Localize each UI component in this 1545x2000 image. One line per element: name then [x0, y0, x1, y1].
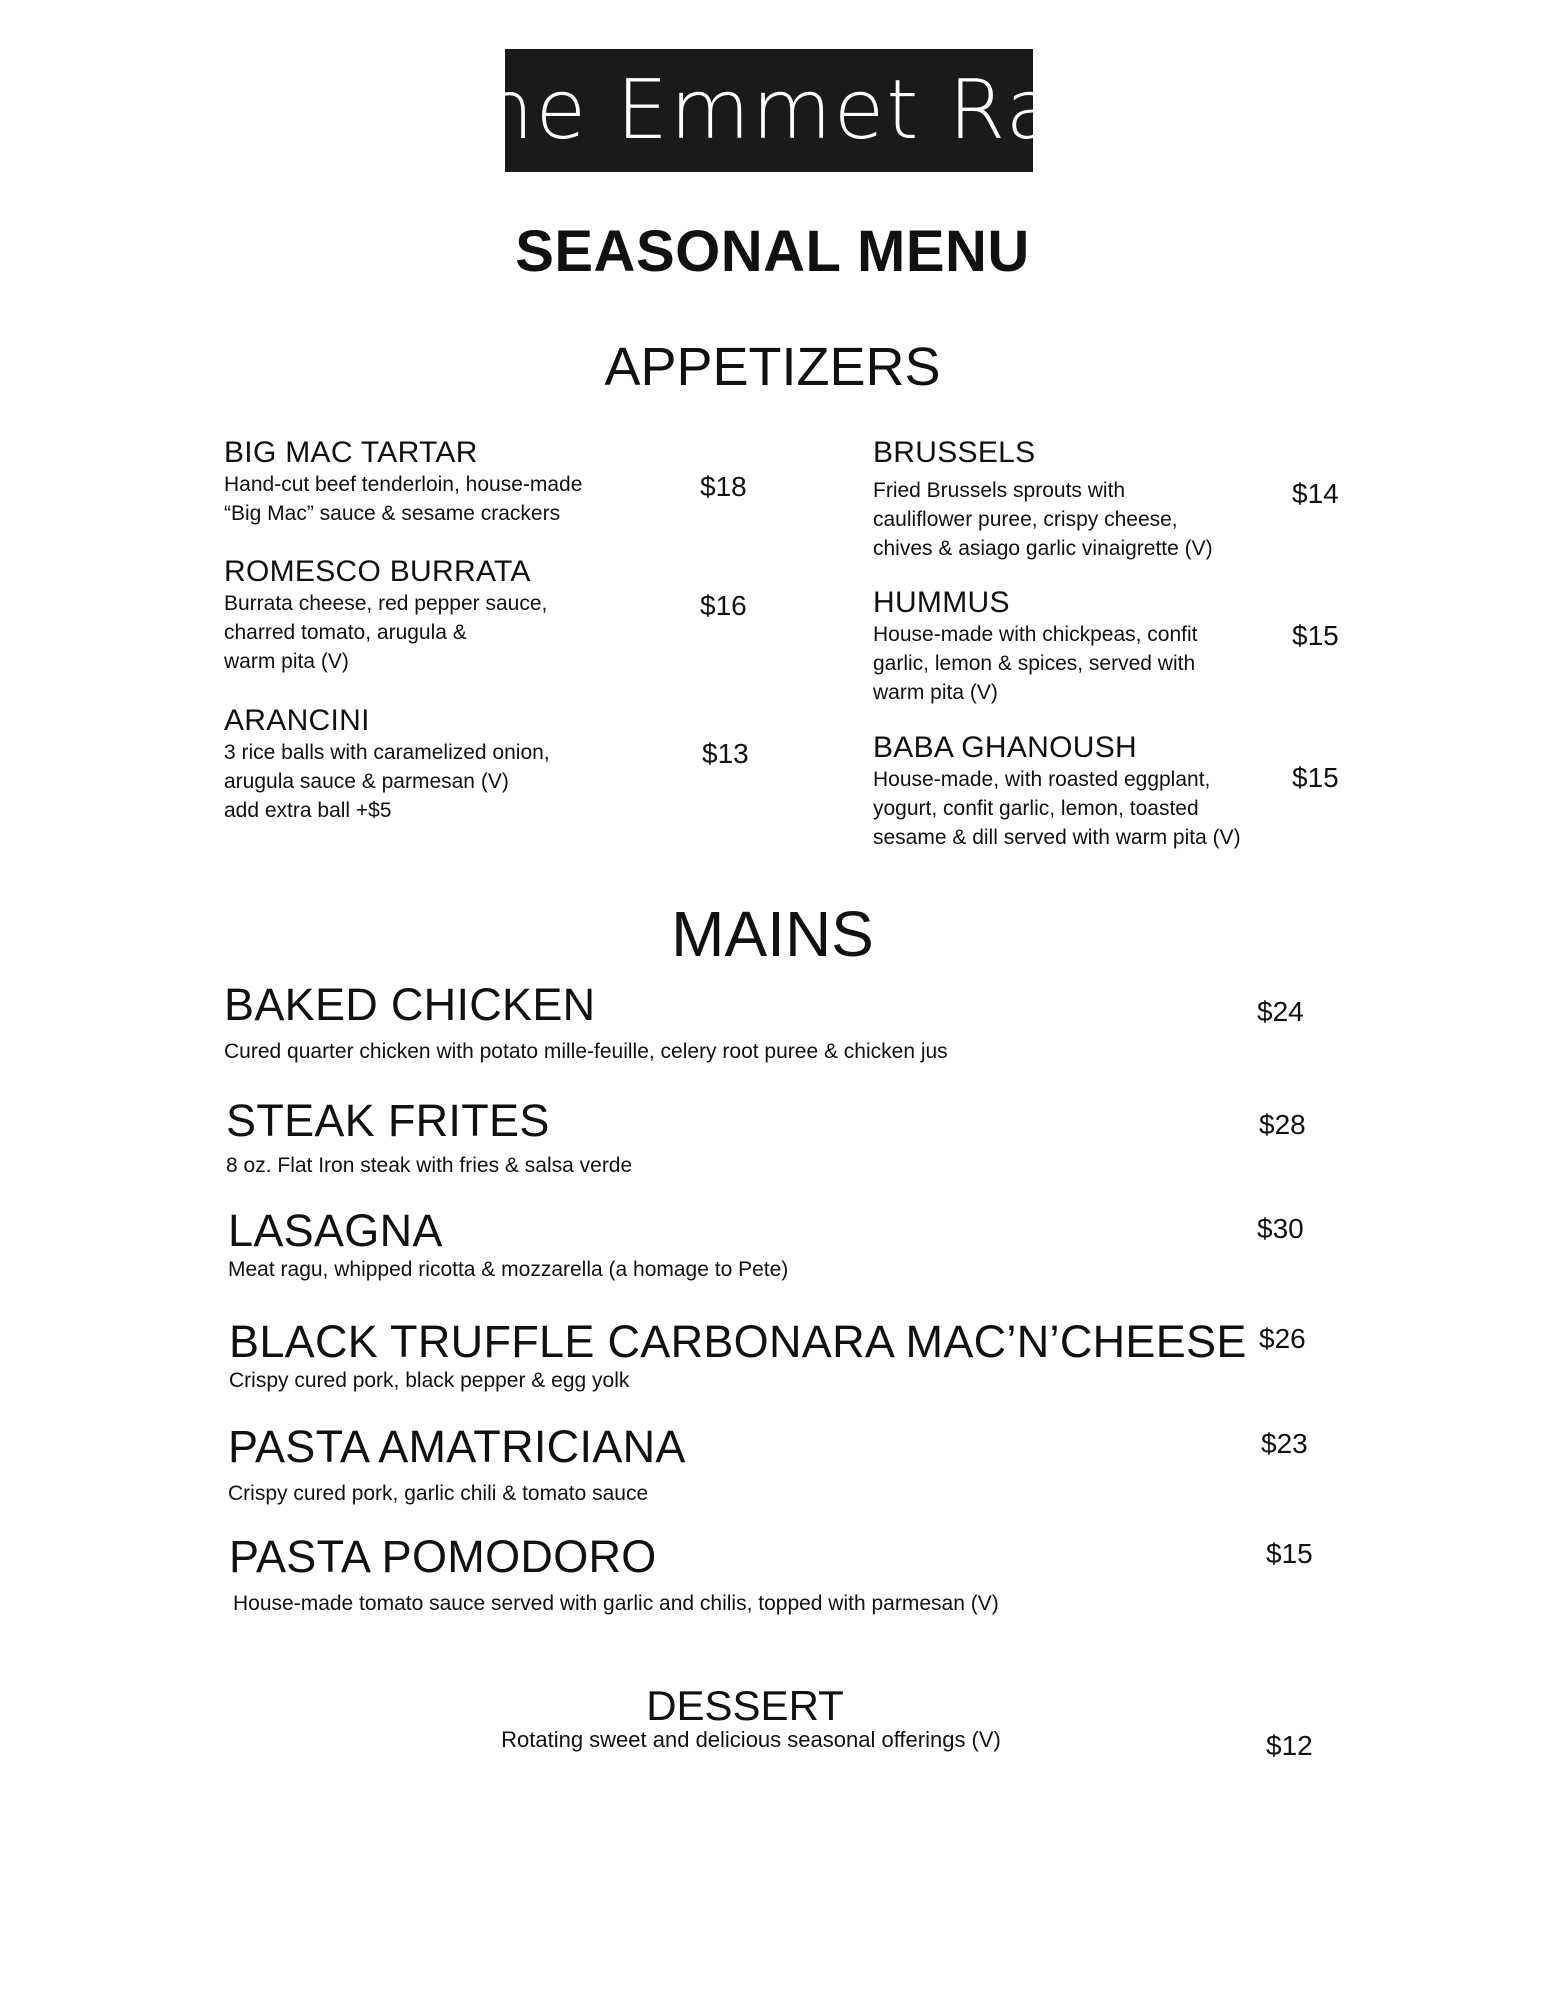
main-price: $23 — [1261, 1428, 1308, 1459]
main-name: BLACK TRUFFLE CARBONARA MAC’N’CHEESE — [229, 1316, 1247, 1367]
appetizer-desc-line: add extra ball +$5 — [224, 799, 392, 822]
appetizer-item — [873, 436, 1213, 563]
appetizer-desc-line: Hand-cut beef tenderloin, house-made — [224, 473, 583, 496]
appetizer-desc-line: House-made with chickpeas, confit — [873, 623, 1198, 646]
appetizer-item — [224, 555, 547, 676]
restaurant-logo — [429, 49, 1109, 172]
appetizer-desc-line: cauliflower puree, crispy cheese, — [873, 508, 1178, 531]
dessert-heading: DESSERT — [646, 1682, 844, 1729]
appetizer-desc-line: sesame & dill served with warm pita (V) — [873, 826, 1241, 849]
appetizer-name: ARANCINI — [224, 704, 370, 737]
appetizer-desc-line: “Big Mac” sauce & sesame crackers — [224, 502, 561, 525]
main-price: $26 — [1259, 1323, 1306, 1354]
main-item — [224, 980, 948, 1066]
main-desc: Crispy cured pork, garlic chili & tomato sauce — [228, 1482, 649, 1505]
appetizer-desc-line: warm pita (V) — [224, 650, 349, 673]
appetizer-price: $13 — [702, 738, 749, 769]
dessert-desc: Rotating sweet and delicious seasonal offerings (V) — [501, 1727, 1001, 1752]
appetizer-item — [224, 436, 582, 528]
main-item — [228, 1206, 788, 1284]
main-name: PASTA POMODORO — [229, 1531, 657, 1582]
appetizer-price: $14 — [1292, 478, 1339, 509]
mains-heading: MAINS — [671, 898, 874, 970]
appetizer-desc-line: warm pita (V) — [873, 681, 998, 704]
appetizer-price: $15 — [1292, 762, 1339, 793]
main-item — [229, 1317, 1247, 1395]
main-price: $28 — [1259, 1109, 1306, 1140]
main-name: BAKED CHICKEN — [224, 979, 596, 1030]
main-price: $30 — [1257, 1213, 1304, 1244]
appetizer-name: BRUSSELS — [873, 436, 1036, 469]
appetizer-name: BIG MAC TARTAR — [224, 436, 478, 469]
main-price: $15 — [1266, 1538, 1313, 1569]
appetizer-desc-line: chives & asiago garlic vinaigrette (V) — [873, 537, 1213, 560]
main-name: STEAK FRITES — [226, 1095, 550, 1146]
appetizer-price: $15 — [1292, 620, 1339, 651]
main-price: $24 — [1257, 996, 1304, 1027]
main-item — [226, 1096, 632, 1180]
main-item — [229, 1532, 999, 1618]
appetizer-item — [224, 704, 550, 825]
appetizer-desc-line: Burrata cheese, red pepper sauce, — [224, 592, 548, 615]
main-name: LASAGNA — [228, 1205, 443, 1256]
main-desc: Crispy cured pork, black pepper & egg yolk — [229, 1369, 630, 1392]
appetizer-desc-line: garlic, lemon & spices, served with — [873, 652, 1196, 675]
main-item — [228, 1422, 686, 1508]
appetizer-desc-line: yogurt, confit garlic, lemon, toasted — [873, 797, 1199, 820]
appetizer-desc-line: 3 rice balls with caramelized onion, — [224, 741, 550, 764]
appetizer-name: ROMESCO BURRATA — [224, 555, 531, 588]
appetizer-item — [873, 586, 1198, 707]
appetizer-price: $16 — [700, 590, 747, 621]
main-desc: House-made tomato sauce served with garlic and chilis, topped with parmesan (V) — [233, 1592, 999, 1615]
main-desc: Cured quarter chicken with potato mille-feuille, celery root puree & chicken jus — [224, 1040, 948, 1063]
main-desc: 8 oz. Flat Iron steak with fries & salsa verde — [226, 1154, 633, 1177]
appetizer-desc-line: charred tomato, arugula & — [224, 621, 467, 644]
appetizer-price: $18 — [700, 471, 747, 502]
appetizer-desc-line: Fried Brussels sprouts with — [873, 479, 1126, 502]
appetizer-desc-line: arugula sauce & parmesan (V) — [224, 770, 509, 793]
appetizer-name: BABA GHANOUSH — [873, 731, 1137, 764]
main-desc: Meat ragu, whipped ricotta & mozzarella (a homage to Pete) — [228, 1258, 789, 1281]
main-name: PASTA AMATRICIANA — [228, 1421, 686, 1472]
appetizer-desc-line: House-made, with roasted eggplant, — [873, 768, 1211, 791]
dessert-price: $12 — [1266, 1730, 1313, 1761]
appetizer-name: HUMMUS — [873, 586, 1010, 619]
appetizers-heading: APPETIZERS — [604, 337, 941, 397]
menu-title: SEASONAL MENU — [515, 219, 1030, 284]
appetizer-item — [873, 731, 1241, 852]
logo-text: The Emmet Ray — [429, 63, 1109, 158]
